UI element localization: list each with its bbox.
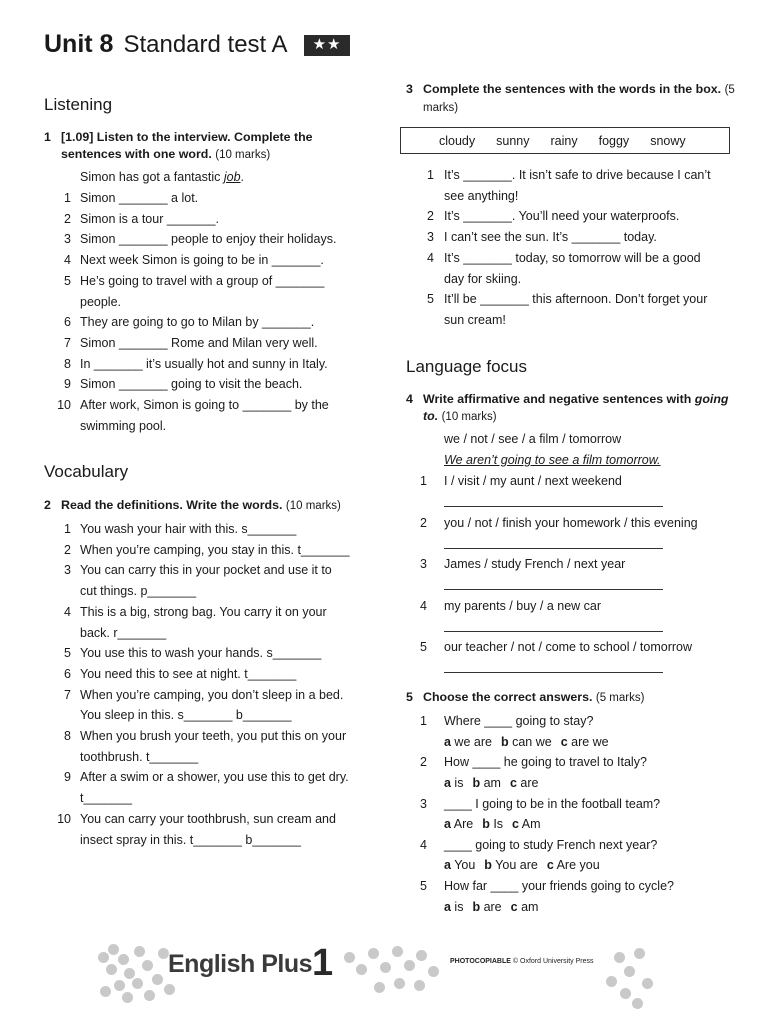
listening-item-text: swimming pool. [80, 418, 167, 433]
decoration-dot [122, 992, 133, 1003]
option-text: is [450, 899, 464, 914]
option-text: are [516, 775, 539, 790]
decoration-dot [108, 944, 119, 955]
q4-example-prompt: we / not / see / a film / tomorrow [444, 432, 622, 446]
vocabulary-item-text: You can carry this in your pocket and use it to [80, 563, 332, 578]
option-text: can we [508, 734, 552, 749]
answer-option[interactable] [484, 858, 538, 872]
decoration-dot [416, 950, 427, 961]
word-box [400, 127, 730, 154]
vocabulary-item-text: You need this to see at night. t_______ [80, 666, 297, 681]
option-text: You are [491, 858, 538, 873]
option-text: am [517, 899, 539, 914]
listening-item-number: 3 [64, 232, 71, 247]
q5-item-number: 3 [420, 796, 427, 811]
q5-question: How ____ he going to travel to Italy? [444, 755, 647, 770]
q5-options [444, 899, 538, 915]
q5-item-number: 5 [420, 879, 427, 894]
decoration-dot [118, 954, 129, 965]
q3-item-text: I can’t see the sun. It’s _______ today. [444, 230, 657, 245]
listening-item-text: Simon is a tour _______. [80, 211, 219, 226]
decoration-dot [100, 986, 111, 997]
decoration-dot [132, 978, 143, 989]
answer-option[interactable] [444, 858, 475, 872]
decoration-dot [624, 966, 635, 977]
vocabulary-item-number: 8 [64, 729, 71, 743]
answer-option[interactable] [472, 776, 500, 790]
option-text: Is [489, 817, 504, 832]
q3-item-text: day for skiing. [444, 271, 522, 286]
option-text: Are you [553, 858, 600, 873]
answer-option[interactable] [547, 858, 600, 872]
question-number: 1 [44, 130, 51, 144]
answer-option[interactable] [444, 817, 473, 831]
option-letter: a [444, 817, 451, 832]
photocopiable-label: PHOTOCOPIABLE [450, 958, 511, 965]
q5-options [444, 816, 541, 832]
option-letter: a [444, 775, 451, 790]
vocabulary-item-text: When you’re camping, you stay in this. t_______ [80, 542, 350, 557]
decoration-dot [344, 952, 355, 963]
q3-item-number: 3 [427, 230, 434, 245]
decoration-dot [164, 984, 175, 995]
q4-answer-line[interactable] [444, 672, 663, 673]
decoration-dot [414, 980, 425, 991]
question-number: 4 [406, 392, 413, 406]
difficulty-stars-badge: ★★ [304, 35, 351, 56]
q3-item-text: It’s _______ today, so tomorrow will be a good [444, 250, 701, 265]
option-letter: b [482, 817, 490, 832]
vocabulary-item-text: You use this to wash your hands. s_______ [80, 646, 322, 661]
question-number: 3 [406, 82, 413, 96]
q4-item-prompt: our teacher / not / come to school / tomorrow [444, 640, 693, 654]
decoration-dot [98, 952, 109, 963]
listening-item-number: 8 [64, 356, 71, 371]
question-number: 2 [44, 498, 51, 512]
vocabulary-item-number: 7 [64, 687, 71, 702]
decoration-dot [394, 978, 405, 989]
vocabulary-item-number: 1 [64, 522, 71, 536]
listening-item-text: Simon _______ going to visit the beach. [80, 377, 303, 392]
option-letter: a [444, 734, 451, 749]
word-box-item: cloudy [439, 133, 476, 148]
vocabulary-item-text: After a swim or a shower, you use this to get dry. [80, 770, 349, 785]
word-box-item: sunny [496, 133, 530, 148]
listening-item-text: Simon _______ Rome and Milan very well. [80, 335, 318, 350]
q4-answer-line[interactable] [444, 506, 663, 507]
vocabulary-item-number: 10 [57, 811, 71, 826]
q4-item-prompt: James / study French / next year [444, 557, 626, 571]
instruction-text: [1.09] Listen to the interview. Complete the sentences with one word. [61, 130, 313, 161]
listening-item-number: 6 [64, 315, 71, 330]
listening-item-text: After work, Simon is going to _______ by the [80, 398, 329, 412]
q5-options [444, 857, 600, 873]
answer-option[interactable] [444, 900, 463, 914]
decoration-dot [620, 988, 631, 999]
marks-label: (10 marks) [285, 500, 341, 512]
vocabulary-item-text: You can carry your toothbrush, sun cream and [80, 811, 336, 826]
q5-options [444, 734, 609, 750]
vocabulary-item-text: toothbrush. t_______ [80, 749, 199, 764]
option-letter: c [546, 858, 554, 873]
vocabulary-item-text: You wash your hair with this. s_______ [80, 522, 297, 536]
option-letter: a [444, 899, 451, 914]
vocabulary-item-text: When you’re camping, you don’t sleep in a bed. [80, 687, 344, 702]
vocabulary-instruction [44, 497, 376, 515]
vocabulary-heading: Vocabulary [44, 462, 129, 481]
q5-question: Where ____ going to stay? [444, 714, 594, 728]
vocabulary-item-number: 3 [64, 563, 71, 578]
decoration-dot [380, 962, 391, 973]
listening-item-text: Simon _______ people to enjoy their holidays. [80, 232, 337, 247]
option-letter: b [472, 899, 481, 914]
marks-label: (5 marks) [595, 692, 645, 704]
listening-item-text: He’s going to travel with a group of _______ [80, 273, 325, 288]
q4-answer-line[interactable] [444, 548, 663, 549]
listening-item-number: 4 [64, 253, 71, 268]
listening-item-text: people. [80, 294, 122, 309]
vocabulary-item-number: 5 [64, 646, 71, 661]
language-focus-heading: Language focus [406, 357, 527, 376]
q4-item-prompt: you / not / finish your homework / this evening [444, 515, 698, 530]
option-text: are we [567, 734, 609, 749]
decoration-dot [152, 974, 163, 985]
q5-item-number: 2 [420, 755, 427, 770]
q3-item-text: It’ll be _______ this afternoon. Don’t forget your [444, 292, 708, 307]
q4-answer-line[interactable] [444, 589, 663, 590]
vocabulary-item-text: t_______ [80, 791, 133, 806]
decoration-dot [404, 960, 415, 971]
decoration-dot [114, 980, 125, 991]
q3-item-text: sun cream! [444, 312, 506, 327]
q3-item-text: see anything! [444, 188, 519, 203]
marks-label: (10 marks) [215, 149, 271, 161]
listening-heading: Listening [44, 95, 113, 114]
vocabulary-item-text: When you brush your teeth, you put this on your [80, 729, 347, 743]
instruction-text: Complete the sentences with the words in the box. [423, 82, 722, 96]
example-suffix: . [240, 170, 245, 184]
answer-option[interactable] [510, 776, 539, 790]
q3-item-text: It’s _______. You’ll need your waterproofs. [444, 209, 680, 224]
publisher-label: © Oxford University Press [512, 958, 594, 965]
option-letter: c [560, 734, 568, 749]
q3-instruction [406, 81, 736, 117]
example-answer: job [223, 170, 241, 184]
q5-instruction [406, 689, 736, 707]
test-name: Standard test A [123, 31, 288, 58]
q3-item-number: 2 [427, 209, 434, 224]
listening-item-number: 2 [64, 211, 71, 226]
listening-item-text: Simon _______ a lot. [80, 191, 199, 205]
photocopiable-notice [450, 958, 594, 965]
q5-question: ____ going to study French next year? [444, 837, 658, 852]
vocabulary-item-number: 6 [64, 666, 71, 681]
vocabulary-item-number: 2 [64, 542, 71, 557]
vocabulary-item-text: This is a big, strong bag. You carry it on your [80, 604, 327, 619]
decoration-dot [374, 982, 385, 993]
vocabulary-item-text: insect spray in this. t_______ b_______ [80, 832, 301, 847]
q5-item-number: 4 [420, 837, 427, 852]
decoration-dot [392, 946, 403, 957]
listening-item-number: 9 [64, 377, 71, 392]
q5-item-number: 1 [420, 714, 427, 728]
option-letter: c [512, 817, 519, 832]
decoration-dot [142, 960, 153, 971]
instruction-text: Write affirmative and negative sentences with [423, 392, 695, 406]
answer-option[interactable] [512, 817, 541, 831]
q3-item-number: 4 [427, 250, 434, 265]
option-letter: a [444, 858, 451, 873]
q4-answer-line[interactable] [444, 631, 663, 632]
example-text: Simon has got a fantastic [80, 170, 224, 184]
answer-option[interactable] [561, 735, 609, 749]
q4-example-answer: We aren’t going to see a film tomorrow. [444, 453, 661, 467]
q5-options [444, 775, 538, 791]
brand-logo: English Plus [168, 950, 313, 978]
vocabulary-item-number: 4 [64, 604, 71, 619]
decoration-dot [124, 968, 135, 979]
option-text: Am [519, 817, 541, 832]
q5-question: ____ I going to be in the football team? [444, 796, 661, 811]
option-letter: c [510, 899, 518, 914]
q4-item-number: 2 [420, 515, 427, 530]
answer-option[interactable] [482, 817, 503, 831]
instruction-text: Read the definitions. Write the words. [61, 498, 283, 512]
listening-item-number: 1 [64, 191, 71, 205]
option-text: are [480, 899, 502, 914]
q4-instruction [406, 391, 736, 426]
q3-item-number: 1 [427, 168, 434, 182]
instruction-text: Choose the correct answers. [423, 690, 593, 704]
decoration-dot [106, 964, 117, 975]
question-number: 5 [406, 690, 413, 704]
decoration-dot [606, 976, 617, 987]
marks-label: (5 marks) [423, 84, 735, 114]
option-text: we are [450, 734, 492, 749]
decoration-dot [134, 946, 145, 957]
q4-item-number: 1 [420, 474, 427, 488]
word-box-item: snowy [650, 133, 686, 148]
q3-item-text: It’s _______. It isn’t safe to drive because I can’t [444, 168, 711, 182]
listening-item-text: Next week Simon is going to be in _______. [80, 253, 324, 268]
q3-item-number: 5 [427, 292, 434, 307]
option-letter: c [509, 775, 517, 790]
brand-logo-number: 1 [312, 942, 334, 984]
decoration-dot [428, 966, 439, 977]
listening-example [80, 169, 244, 185]
vocabulary-item-text: You sleep in this. s_______ b_______ [80, 708, 292, 723]
decoration-dot [642, 978, 653, 989]
decoration-dot [144, 990, 155, 1001]
q4-item-number: 3 [420, 557, 427, 571]
q5-question: How far ____ your friends going to cycle? [444, 879, 674, 894]
decoration-dot [356, 964, 367, 975]
vocabulary-item-text: cut things. p_______ [80, 584, 197, 599]
option-text: is [450, 775, 464, 790]
q4-item-prompt: my parents / buy / a new car [444, 598, 602, 613]
answer-option[interactable] [501, 735, 552, 749]
answer-option[interactable] [472, 900, 501, 914]
decoration-dot [634, 948, 645, 959]
listening-item-number: 10 [57, 398, 71, 412]
option-text: am [480, 775, 501, 790]
unit-label: Unit 8 [44, 30, 114, 58]
instruction-emphasis: going to. [423, 392, 729, 423]
q4-item-prompt: I / visit / my aunt / next weekend [444, 474, 622, 488]
vocabulary-item-text: back. r_______ [80, 625, 167, 640]
option-text: Are [450, 817, 474, 832]
option-text: You [450, 858, 476, 873]
listening-item-number: 5 [64, 273, 71, 288]
footer [94, 938, 654, 1010]
option-letter: b [472, 775, 481, 790]
listening-instruction [44, 129, 376, 164]
decoration-dot [368, 948, 379, 959]
vocabulary-item-number: 9 [64, 770, 71, 785]
answer-option[interactable] [444, 776, 463, 790]
decoration-dot [632, 998, 643, 1009]
answer-option[interactable] [444, 735, 492, 749]
listening-item-text: In _______ it’s usually hot and sunny in Italy. [80, 356, 328, 371]
option-letter: b [500, 734, 509, 749]
listening-item-number: 7 [64, 335, 71, 350]
word-box-item: rainy [550, 133, 578, 148]
decoration-dot [614, 952, 625, 963]
answer-option[interactable] [511, 900, 539, 914]
page-title [44, 30, 350, 59]
q4-item-number: 5 [420, 640, 427, 654]
q4-item-number: 4 [420, 598, 427, 613]
option-letter: b [484, 858, 492, 873]
word-box-item: foggy [598, 133, 630, 148]
marks-label: (10 marks) [441, 411, 497, 423]
listening-item-text: They are going to go to Milan by _______. [80, 315, 315, 330]
